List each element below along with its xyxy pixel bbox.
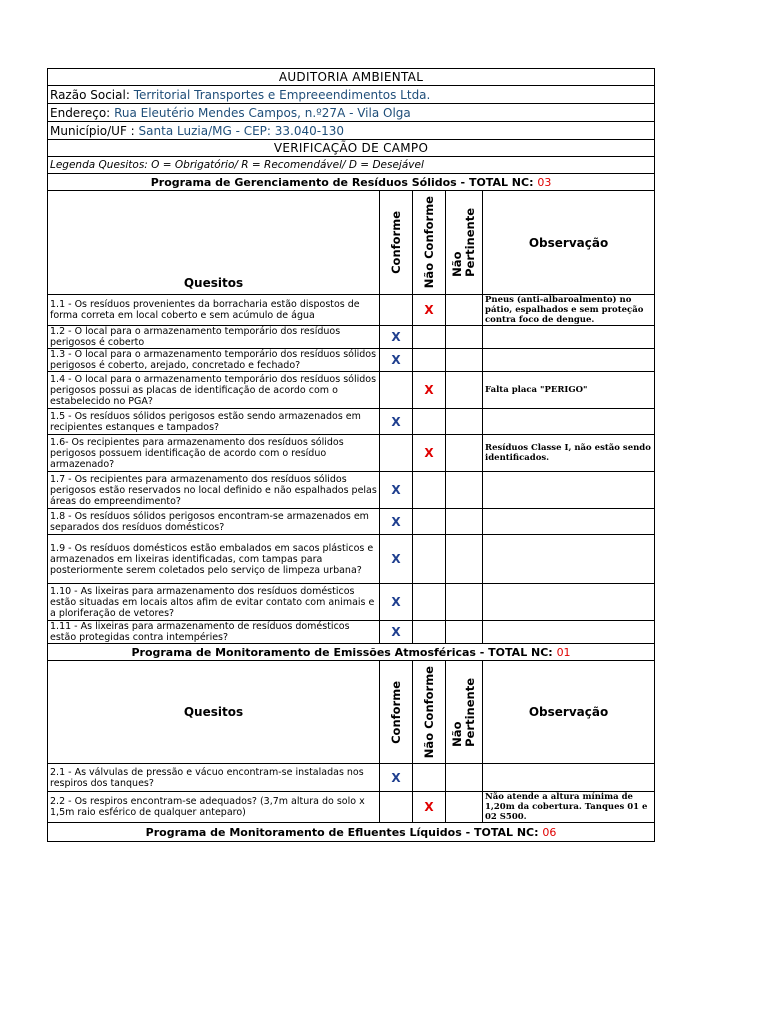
quesito-text: 1.3 - O local para o armazenamento temporário dos resíduos sólidos perigosos é coberto, arejado, concretado e fechado? bbox=[48, 349, 380, 372]
table-row bbox=[48, 295, 655, 326]
program-title-text: Programa de Monitoramento de Emissões Atmosféricas - TOTAL NC: bbox=[131, 645, 553, 659]
program-nc-count: 06 bbox=[542, 825, 557, 839]
legend: Legenda Quesitos: O = Obrigatório/ R = Recomendável/ D = Desejável bbox=[48, 157, 655, 174]
conforme-mark: X bbox=[380, 584, 413, 621]
program-title bbox=[48, 823, 655, 842]
document-title: AUDITORIA AMBIENTAL bbox=[48, 69, 655, 86]
quesitos-header: Quesitos bbox=[48, 191, 380, 295]
nao-pertinente-mark bbox=[446, 584, 483, 621]
conforme-mark: X bbox=[380, 535, 413, 584]
nao-conforme-mark bbox=[413, 621, 446, 644]
observacao-cell bbox=[483, 349, 655, 372]
observacao-cell: Não atende a altura mínima de 1,20m da cobertura. Tanques 01 e 02 S500. bbox=[483, 792, 655, 823]
municipio-label: Município/UF : bbox=[50, 123, 135, 138]
observacao-cell bbox=[483, 509, 655, 535]
endereco-label: Endereço: bbox=[50, 105, 111, 120]
program-title bbox=[48, 644, 655, 661]
nao-conforme-mark bbox=[413, 349, 446, 372]
conforme-mark: X bbox=[380, 326, 413, 349]
nao-conforme-mark bbox=[413, 326, 446, 349]
observacao-cell: Pneus (anti-albaroalmento) no pátio, espalhados e sem proteção contra foco de dengue. bbox=[483, 295, 655, 326]
nao-pertinente-mark bbox=[446, 535, 483, 584]
nao-conforme-mark: X bbox=[413, 295, 446, 326]
nao-conforme-header-label: Não Conforme bbox=[421, 665, 436, 759]
nao-pertinente-mark bbox=[446, 792, 483, 823]
program-1-rows bbox=[48, 295, 655, 644]
quesito-text: 2.1 - As válvulas de pressão e vácuo encontram-se instaladas nos respiros dos tanques? bbox=[48, 764, 380, 792]
observacao-cell bbox=[483, 621, 655, 644]
nao-pertinente-line-1: Não bbox=[450, 251, 464, 277]
nao-pertinente-mark bbox=[446, 409, 483, 435]
quesito-text: 1.6- Os recipientes para armazenamento dos resíduos sólidos perigosos possuem identificação de acordo com o resíduo armazenado? bbox=[48, 435, 380, 472]
observacao-header: Observação bbox=[483, 661, 655, 764]
conforme-header bbox=[380, 661, 413, 764]
nao-conforme-mark bbox=[413, 509, 446, 535]
quesito-text: 2.2 - Os respiros encontram-se adequados? (3,7m altura do solo x 1,5m raio esférico de qualquer anteparo) bbox=[48, 792, 380, 823]
table-row bbox=[48, 435, 655, 472]
quesito-text: 1.4 - O local para o armazenamento temporário dos resíduos sólidos perigosos possui as placas de identificação de acordo com o estabelecido no PGA? bbox=[48, 372, 380, 409]
conforme-mark: X bbox=[380, 509, 413, 535]
nao-conforme-mark: X bbox=[413, 435, 446, 472]
nao-pertinente-mark bbox=[446, 621, 483, 644]
audit-sheet bbox=[47, 68, 655, 842]
nao-pertinente-header-label bbox=[451, 678, 477, 747]
quesito-text: 1.7 - Os recipientes para armazenamento dos resíduos sólidos perigosos estão reservados no local definido e não espalhados pelas áreas do empreendimento? bbox=[48, 472, 380, 509]
program-nc-count: 03 bbox=[537, 175, 552, 189]
conforme-mark: X bbox=[380, 409, 413, 435]
conforme-mark bbox=[380, 295, 413, 326]
nao-conforme-mark bbox=[413, 535, 446, 584]
nao-conforme-mark: X bbox=[413, 372, 446, 409]
observacao-cell bbox=[483, 535, 655, 584]
nao-pertinente-mark bbox=[446, 509, 483, 535]
observacao-header: Observação bbox=[483, 191, 655, 295]
conforme-mark bbox=[380, 372, 413, 409]
quesito-text: 1.9 - Os resíduos domésticos estão embalados em sacos plásticos e armazenados em lixeiras identificadas, com tampas para posteriormente serem coletados pelo serviço de limpeza urbana? bbox=[48, 535, 380, 584]
observacao-cell bbox=[483, 472, 655, 509]
program-title bbox=[48, 174, 655, 191]
nao-pertinente-mark bbox=[446, 349, 483, 372]
nao-conforme-header-label: Não Conforme bbox=[421, 196, 436, 289]
nao-conforme-mark bbox=[413, 764, 446, 792]
table-row bbox=[48, 509, 655, 535]
nao-conforme-mark bbox=[413, 409, 446, 435]
table-row bbox=[48, 472, 655, 509]
table-row bbox=[48, 326, 655, 349]
quesito-text: 1.5 - Os resíduos sólidos perigosos estão sendo armazenados em recipientes estanques e tampados? bbox=[48, 409, 380, 435]
nao-conforme-header bbox=[413, 661, 446, 764]
program-2-rows bbox=[48, 764, 655, 823]
nao-pertinente-line-2: Pertinente bbox=[463, 677, 477, 747]
nao-pertinente-header-label bbox=[451, 208, 477, 277]
nao-conforme-mark bbox=[413, 584, 446, 621]
endereco-value: Rua Eleutério Mendes Campos, n.º27A - Vila Olga bbox=[114, 105, 411, 120]
conforme-header-label: Conforme bbox=[388, 211, 403, 274]
quesitos-header: Quesitos bbox=[48, 661, 380, 764]
observacao-cell: Falta placa "PERIGO" bbox=[483, 372, 655, 409]
observacao-cell bbox=[483, 326, 655, 349]
razao-social-row bbox=[48, 86, 655, 104]
program-title-text: Programa de Monitoramento de Efluentes Líquidos - TOTAL NC: bbox=[145, 825, 539, 839]
table-row bbox=[48, 535, 655, 584]
quesito-text: 1.11 - As lixeiras para armazenamento de resíduos domésticos estão protegidas contra intempéries? bbox=[48, 621, 380, 644]
observacao-cell bbox=[483, 764, 655, 792]
quesito-text: 1.1 - Os resíduos provenientes da borracharia estão dispostos de forma correta em local coberto e sem acúmulo de água bbox=[48, 295, 380, 326]
conforme-mark: X bbox=[380, 764, 413, 792]
program-nc-count: 01 bbox=[556, 645, 571, 659]
conforme-mark: X bbox=[380, 349, 413, 372]
nao-pertinente-header bbox=[446, 191, 483, 295]
table-row bbox=[48, 584, 655, 621]
nao-pertinente-header bbox=[446, 661, 483, 764]
conforme-header-label: Conforme bbox=[388, 680, 403, 744]
quesito-text: 1.10 - As lixeiras para armazenamento dos resíduos domésticos estão situadas em locais altos afim de evitar contato com animais e a ploriferação de vetores? bbox=[48, 584, 380, 621]
nao-pertinente-mark bbox=[446, 372, 483, 409]
quesito-text: 1.8 - Os resíduos sólidos perigosos encontram-se armazenados em separados dos resíduos domésticos? bbox=[48, 509, 380, 535]
observacao-cell bbox=[483, 584, 655, 621]
endereco-row bbox=[48, 104, 655, 122]
nao-pertinente-mark bbox=[446, 764, 483, 792]
conforme-mark: X bbox=[380, 621, 413, 644]
program-title-text: Programa de Gerenciamento de Resíduos Sólidos - TOTAL NC: bbox=[150, 175, 534, 189]
razao-social-value: Territorial Transportes e Empreeendimentos Ltda. bbox=[133, 87, 431, 102]
table-row bbox=[48, 621, 655, 644]
table-row bbox=[48, 349, 655, 372]
conforme-mark bbox=[380, 435, 413, 472]
nao-pertinente-mark bbox=[446, 326, 483, 349]
nao-conforme-mark: X bbox=[413, 792, 446, 823]
nao-pertinente-mark bbox=[446, 472, 483, 509]
nao-conforme-header bbox=[413, 191, 446, 295]
observacao-cell bbox=[483, 409, 655, 435]
nao-pertinente-mark bbox=[446, 295, 483, 326]
conforme-mark bbox=[380, 792, 413, 823]
observacao-cell: Resíduos Classe I, não estão sendo identificados. bbox=[483, 435, 655, 472]
razao-social-label: Razão Social: bbox=[50, 87, 130, 102]
quesito-text: 1.2 - O local para o armazenamento temporário dos resíduos perigosos é coberto bbox=[48, 326, 380, 349]
table-row bbox=[48, 764, 655, 792]
municipio-value: Santa Luzia/MG - CEP: 33.040-130 bbox=[138, 123, 344, 138]
table-row bbox=[48, 372, 655, 409]
table-row bbox=[48, 409, 655, 435]
municipio-row bbox=[48, 122, 655, 140]
nao-pertinente-line-1: Não bbox=[450, 721, 464, 747]
conforme-header bbox=[380, 191, 413, 295]
nao-pertinente-line-2: Pertinente bbox=[463, 208, 477, 277]
table-row bbox=[48, 792, 655, 823]
nao-conforme-mark bbox=[413, 472, 446, 509]
nao-pertinente-mark bbox=[446, 435, 483, 472]
conforme-mark: X bbox=[380, 472, 413, 509]
section-title: VERIFICAÇÃO DE CAMPO bbox=[48, 140, 655, 157]
